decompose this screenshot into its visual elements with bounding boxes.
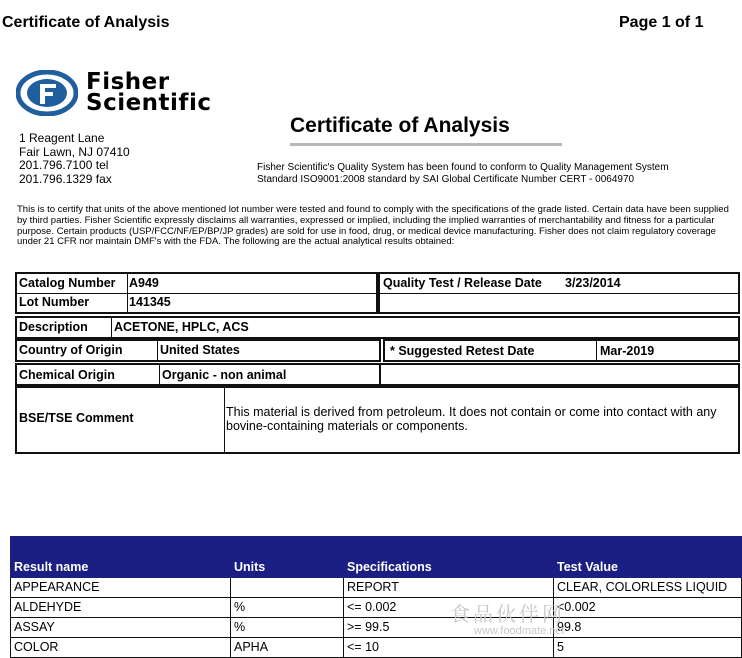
- result-name: COLOR: [14, 640, 59, 654]
- quality-statement: [257, 162, 669, 185]
- lot-number-value: 141345: [129, 295, 171, 309]
- country-label: Country of Origin: [19, 343, 123, 357]
- results-header-name: Result name: [14, 560, 89, 574]
- description-label: Description: [19, 320, 88, 334]
- country-value: United States: [160, 343, 240, 357]
- chemical-origin-label: Chemical Origin: [19, 368, 115, 382]
- quality-statement-line: Standard ISO9001:2008 standard by SAI Global Certificate Number CERT - 0064970: [257, 173, 635, 185]
- watermark-text: 食品伙伴网: [450, 604, 565, 626]
- chemical-origin-value: Organic - non animal: [162, 368, 287, 382]
- result-test-value: CLEAR, COLORLESS LIQUID: [557, 580, 728, 594]
- catalog-number-value: A949: [129, 276, 159, 290]
- retest-label: * Suggested Retest Date: [390, 344, 535, 358]
- result-spec: <= 0.002: [347, 600, 397, 614]
- document-title: Certificate of Analysis: [2, 14, 170, 31]
- quality-test-value: 3/23/2014: [565, 276, 621, 290]
- company-name-line2: Scientific: [86, 90, 212, 116]
- result-spec: REPORT: [347, 580, 399, 594]
- address-line: 1 Reagent Lane: [19, 131, 105, 145]
- company-name: [86, 69, 212, 116]
- results-header-specifications: Specifications: [347, 560, 432, 574]
- results-band: [10, 536, 742, 558]
- catalog-number-label: Catalog Number: [19, 276, 116, 290]
- bse-value: This material is derived from petroleum. It does not contain or come into contact with any bovine-containing materials or components.: [226, 405, 717, 433]
- certification-text: This is to certify that units of the above mentioned lot number were tested and found to comply with the specifications of the grade listed. Certain data have been supplied by third parties. Fisher Scientific expressly disclaims all warranties, expressed or implied, including the implied warranties of merchantability and fitness for a particular purpose. Certain products (USP/FCC/NF/EP/BP/JP grades) are sold for use in food, drug, or medical device manufacturing. Fisher does not claim regulatory coverage under 21 CFR nor maintain DMF's with the FDA. The following are the actual analytical results obtained:: [17, 204, 729, 248]
- result-spec: >= 99.5: [347, 620, 390, 634]
- result-units: %: [234, 620, 246, 634]
- results-header-test-value: Test Value: [557, 560, 618, 574]
- company-name-line1: Fisher: [86, 69, 170, 95]
- bse-label: BSE/TSE Comment: [19, 411, 134, 425]
- page-indicator: Page 1 of 1: [619, 14, 704, 31]
- table-row: [10, 618, 742, 638]
- table-row: [10, 598, 742, 618]
- table-row: [10, 578, 742, 598]
- results-header: [10, 558, 742, 578]
- result-test-value: 5: [557, 640, 564, 654]
- result-name: APPEARANCE: [14, 580, 100, 594]
- result-units: %: [234, 600, 246, 614]
- description-value: ACETONE, HPLC, ACS: [114, 320, 249, 334]
- quality-statement-line: Fisher Scientific's Quality System has been found to conform to Quality Management System: [257, 162, 669, 173]
- watermark-url: www.foodmate.net: [474, 625, 565, 637]
- coa-heading: Certificate of Analysis: [290, 114, 510, 137]
- quality-test-label: Quality Test / Release Date: [383, 276, 542, 290]
- chemical-origin-blank-box: [381, 363, 740, 386]
- retest-value: Mar-2019: [600, 344, 655, 358]
- result-test-value: 99.8: [557, 620, 582, 634]
- coa-heading-rule: [290, 143, 562, 146]
- results-header-units: Units: [234, 560, 266, 574]
- table-row: [10, 638, 742, 658]
- address-line: 201.796.1329 fax: [19, 171, 112, 186]
- result-name: ASSAY: [14, 620, 55, 634]
- address-line: Fair Lawn, NJ 07410: [19, 144, 130, 159]
- lot-number-label: Lot Number: [19, 295, 90, 309]
- result-test-value: <0.002: [557, 600, 596, 614]
- company-address: [19, 132, 130, 186]
- result-name: ALDEHYDE: [14, 600, 82, 614]
- result-units: APHA: [234, 640, 269, 654]
- address-line: 201.796.7100 tel: [19, 158, 109, 172]
- fisher-logo-icon: [16, 70, 78, 116]
- result-spec: <= 10: [347, 640, 379, 654]
